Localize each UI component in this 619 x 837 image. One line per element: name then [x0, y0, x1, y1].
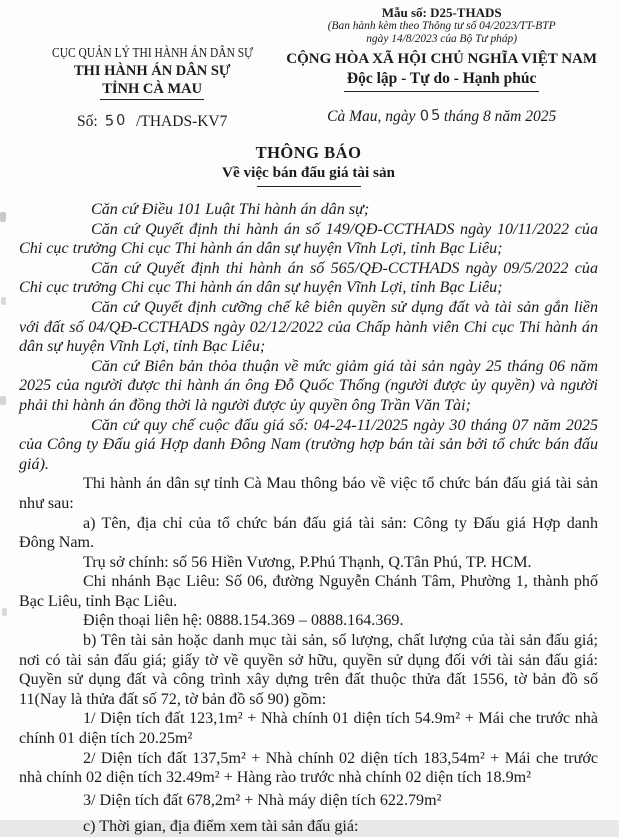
notice-intro: Thi hành án dân sự tỉnh Cà Mau thông báo về việc tổ chức bán đấu giá tài sản như sau: — [19, 475, 598, 512]
place-date-prefix: Cà Mau, ngày — [327, 108, 416, 125]
legal-basis-paragraph: Căn cứ Quyết định cưỡng chế kê biên quyền sử dụng đất và tài sản gắn liền với đất số 04/QĐ-CCTHADS ngày 02/12/2022 của Chấp hành viên Chi cục Thi hành án dân sự huyện Vĩnh Lợi, tỉnh Bạc Liêu; — [19, 298, 598, 356]
document-number — [77, 113, 227, 131]
document-number-label: Số: — [76, 113, 98, 130]
auction-org-branch: Chi nhánh Bạc Liêu: Số 06, đường Nguyễn Chánh Tâm, Phường 1, thành phố Bạc Liêu, tỉnh Bạc Liêu. — [19, 573, 598, 610]
document-number-handwritten: 50 — [104, 112, 128, 130]
auction-org-head-office: Trụ sở chính: số 56 Hiền Vương, P.Phú Thạnh, Q.Tân Phú, TP. HCM. — [83, 553, 532, 571]
document-subtitle: Về việc bán đấu giá tài sản — [222, 164, 395, 181]
section-c-viewing-time: c) Thời gian, địa điểm xem tài sản đấu giá: — [83, 818, 359, 836]
form-number: Mẫu số: D25-THADS — [381, 5, 502, 20]
legal-basis-paragraph: Căn cứ Quyết định thi hành án số 565/QĐ-CCTHADS ngày 09/5/2022 của Chi cục trưởng Chi cục Thi hành án dân sự huyện Vĩnh Lợi, tỉnh Bạc Liêu; — [19, 259, 598, 297]
section-a-auction-org: a) Tên, địa chỉ của tổ chức bán đấu giá tài sản: Công ty Đấu giá Hợp danh Đông Nam. — [19, 514, 598, 552]
national-motto: Độc lập - Tự do - Hạnh phúc — [344, 69, 539, 92]
agency-province: TỈNH CÀ MAU — [100, 80, 204, 100]
legal-basis-paragraph: Căn cứ Biên bản thỏa thuận về mức giảm giá tài sản ngày 25 tháng 06 năm 2025 của người được thi hành án ông Đỗ Quốc Thống (người được ủy quyền) và người phải thi hành án đồng thời là người được ủy quyền ông Trần Văn Tài; — [19, 357, 598, 414]
document-title: THÔNG BÁO — [255, 143, 362, 162]
form-issuance-note-line2: ngày 14/8/2023 của Bộ Tư pháp) — [366, 33, 518, 45]
asset-item-2: 2/ Diện tích đất 137,5m² + Nhà chính 02 diện tích 183,54m² + Mái che trước nhà chính 02 diện tích 32.49m² + Hàng rào trước nhà chính 02 diện tích 18.9m² — [19, 749, 598, 787]
national-title: CỘNG HÒA XÃ HỘI CHỦ NGHĨA VIỆT NAM — [286, 51, 598, 67]
form-issuance-note — [328, 20, 556, 46]
document-number-suffix: /THADS-KV7 — [136, 113, 228, 130]
scan-artifact — [2, 608, 7, 616]
place-and-date — [327, 108, 556, 126]
scan-artifact — [0, 396, 6, 405]
legal-basis-paragraph: Căn cứ quy chế cuộc đấu giá số: 04-24-11/2025 ngày 30 tháng 07 năm 2025 của Công ty Đấu giá Hợp danh Đông Nam (trường hợp bán tài sản bởi tổ chức bán đấu giá). — [19, 416, 598, 473]
form-issuance-note-line1: (Ban hành kèm theo Thông tư số 04/2023/TT-BTP — [327, 20, 556, 32]
issuing-agency-block — [19, 5, 285, 131]
asset-item-1: 1/ Diện tích đất 123,1m² + Nhà chính 01 diện tích 54.9m² + Mái che trước nhà chính 01 diện tích 20.25m² — [19, 710, 598, 748]
scan-artifact — [0, 212, 6, 222]
place-date-suffix: tháng 8 năm 2025 — [443, 108, 557, 125]
date-day-handwritten: 05 — [419, 107, 444, 125]
scan-artifact — [1, 297, 6, 305]
national-header-block — [285, 5, 598, 131]
contact-phone: Điện thoại liên hệ: 0888.154.369 – 0888.164.369. — [83, 612, 404, 630]
title-underline — [257, 186, 361, 187]
asset-item-3: 3/ Diện tích đất 678,2m² + Nhà máy diện tích 622.79m² — [83, 791, 442, 809]
document-header — [19, 5, 598, 131]
agency-parent-name: CỤC QUẢN LÝ THI HÀNH ÁN DÂN SỰ — [51, 46, 253, 61]
legal-basis-paragraph: Căn cứ Quyết định thi hành án số 149/QĐ-CCTHADS ngày 10/11/2022 của Chi cục trưởng Chi cục Thi hành án dân sự huyện Vĩnh Lợi, tỉnh Bạc Liêu; — [19, 220, 598, 258]
document-body — [19, 200, 598, 837]
document-title-block — [19, 142, 598, 187]
agency-name: THI HÀNH ÁN DÂN SỰ — [73, 63, 231, 79]
legal-basis-paragraph: Căn cứ Điều 101 Luật Thi hành án dân sự; — [91, 201, 370, 218]
section-b-asset-description: b) Tên tài sản hoặc danh mục tài sản, số lượng, chất lượng của tài sản đấu giá; nơi có tài sản đấu giá; giấy tờ về quyền sở hữu, quyền sử dụng đối với tài sản đấu giá: Quyền sử dụng đất và công trình xây dựng trên đất thuộc thửa đất 1556, tờ bản đồ số 11(Nay là thửa đất số 72, tờ bản đồ số 90) gồm: — [19, 632, 598, 708]
